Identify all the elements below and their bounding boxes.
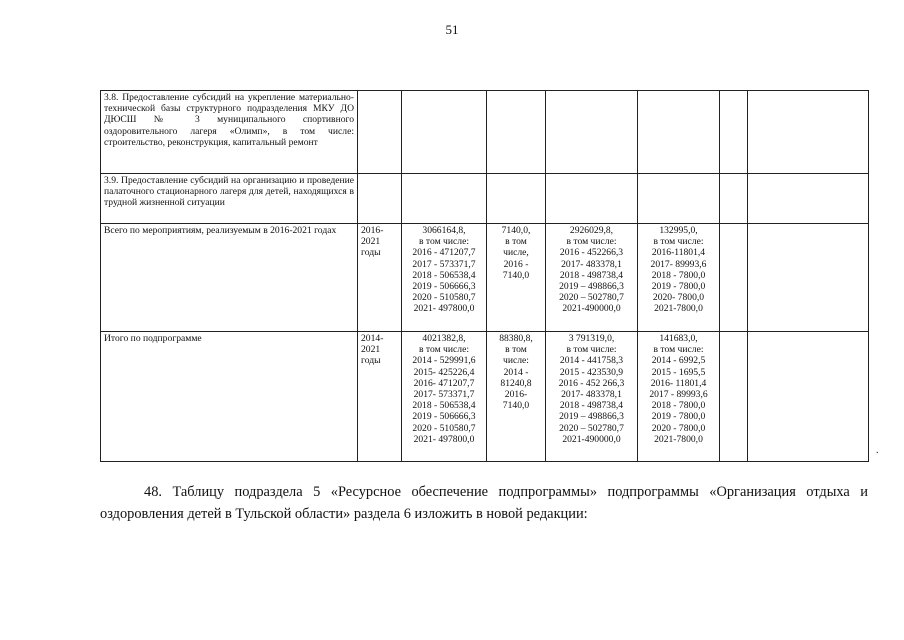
years-cell [358, 332, 402, 462]
funding-cell-5 [638, 332, 720, 462]
cell-line: в том числе: [418, 344, 469, 356]
cell-line: 2016-11801,4 [651, 247, 706, 259]
cell-line: 3066164,8, [422, 225, 466, 236]
total-cell [402, 91, 487, 174]
cell-line: 2016 - 452266,3 [559, 247, 624, 259]
cell-line: 2019 - 506666,3 [412, 411, 476, 423]
cell-line: 81240,8 [500, 377, 532, 389]
cell-line: числе, [503, 247, 529, 259]
empty-cell [720, 91, 748, 174]
funding-cell-3 [487, 174, 546, 224]
cell-line: 2016- [361, 225, 384, 236]
cell-line: 3 791319,0, [568, 333, 615, 344]
cell-line: 2016 - 452 266,3 [558, 377, 625, 389]
cell-line: в том [505, 344, 527, 356]
cell-line: 2020- 7800,0 [652, 292, 705, 304]
cell-line: 2017 - 573371,7 [412, 258, 476, 270]
cell-line: 2021- 497800,0 [413, 303, 475, 315]
cell-line: 7140,0 [502, 269, 530, 281]
cell-line: 2020 - 510580,7 [412, 292, 476, 304]
body-paragraph: 48. Таблицу подраздела 5 «Ресурсное обеспечение подпрограммы» подпрограммы «Организация отдыха и оздоровления детей в Тульской области» раздела 6 изложить в новой редакции: [100, 484, 868, 522]
table-row [101, 91, 869, 174]
funding-cell-4 [546, 224, 638, 332]
empty-cell [748, 91, 869, 174]
empty-cell [748, 332, 869, 462]
cell-line: 2019 - 7800,0 [651, 281, 706, 293]
cell-line: 2018 - 506538,4 [412, 269, 476, 281]
table-row [101, 224, 869, 332]
empty-cell [748, 224, 869, 332]
years-cell [358, 224, 402, 332]
cell-line: в том числе: [566, 236, 617, 248]
cell-line: годы [361, 355, 381, 367]
funding-cell-4 [546, 91, 638, 174]
cell-line: 141683,0, [659, 333, 698, 344]
empty-cell [720, 224, 748, 332]
cell-line: в том числе: [653, 344, 704, 356]
cell-line: 132995,0, [659, 225, 698, 236]
cell-line: 2021 [361, 344, 381, 356]
cell-line: 2020 – 502780,7 [559, 422, 624, 434]
cell-line: 2015 - 1695,5 [651, 366, 706, 378]
cell-line: 2019 - 506666,3 [412, 281, 476, 293]
cell-line: 2020 – 502780,7 [559, 292, 624, 304]
cell-line: 2019 – 498866,3 [559, 411, 624, 423]
funding-cell-3 [487, 224, 546, 332]
funding-cell-5 [638, 91, 720, 174]
page-number: 51 [445, 22, 459, 37]
funding-cell-5 [638, 224, 720, 332]
cell-line: 7140,0 [502, 400, 530, 412]
cell-line: в том числе: [418, 236, 469, 248]
cell-line: 2020 - 7800,0 [651, 422, 706, 434]
cell-line: 2017 - 89993,6 [649, 389, 708, 401]
cell-line: 88380,8, [499, 333, 533, 344]
row-description: Всего по мероприятиям, реализуемым в 2016-2021 годах [101, 224, 358, 332]
cell-line: 2018 - 498738,4 [559, 269, 624, 281]
cell-line: 2926029,8, [569, 225, 614, 236]
cell-line: 2021-490000,0 [562, 433, 621, 445]
cell-line: 2018 - 506538,4 [412, 400, 476, 412]
cell-line: годы [361, 247, 381, 259]
funding-cell-4 [546, 174, 638, 224]
cell-line: 2014 - 441758,3 [559, 355, 624, 367]
cell-line: 2021-7800,0 [654, 303, 703, 315]
cell-line: 2016- [504, 389, 528, 401]
total-cell [402, 332, 487, 462]
cell-line: 2021 [361, 236, 381, 248]
empty-cell [748, 174, 869, 224]
cell-line: 2021-7800,0 [654, 433, 703, 445]
row-description: Итого по подпрограмме [101, 332, 358, 462]
cell-line: 2017- 89993,6 [650, 258, 707, 270]
funding-cell-3 [487, 91, 546, 174]
cell-line: 2016 - [503, 258, 529, 270]
cell-line: 2015- 425226,4 [413, 366, 475, 378]
cell-line: 2016- 471207,7 [413, 377, 475, 389]
cell-line: 2014- [361, 333, 384, 344]
cell-line: 2019 – 498866,3 [559, 281, 624, 293]
cell-line: 7140,0, [501, 225, 531, 236]
cell-line: 2015 - 423530,9 [559, 366, 624, 378]
resource-table [100, 90, 869, 462]
cell-line: 2017- 483378,1 [561, 258, 622, 270]
cell-line: 4021382,8, [422, 333, 466, 344]
cell-line: в том [505, 236, 527, 248]
funding-cell-5 [638, 174, 720, 224]
empty-cell [720, 174, 748, 224]
row-description: 3.8. Предоставление субсидий на укрепление материально-технической базы структурного подразделения МКУ ДО ДЮСШ № 3 муниципального спортивного оздоровительного лагеря «Олимп», в том числе: строительство, реконструкция, капитальный ремонт [101, 91, 358, 174]
cell-line: 2018 - 7800,0 [651, 400, 706, 412]
cell-line: 2021-490000,0 [562, 303, 621, 315]
years-cell [358, 174, 402, 224]
cell-line: 2017- 483378,1 [561, 389, 622, 401]
cell-line: 2016- 11801,4 [650, 377, 707, 389]
total-cell [402, 224, 487, 332]
cell-line: 2014 - 6992,5 [651, 355, 706, 367]
cell-line: числе: [503, 355, 529, 367]
cell-line: в том числе: [566, 344, 617, 356]
cell-line: 2018 - 498738,4 [559, 400, 624, 412]
cell-line: 2020 - 510580,7 [412, 422, 476, 434]
table-row [101, 174, 869, 224]
cell-line: 2017- 573371,7 [413, 389, 475, 401]
total-cell [402, 174, 487, 224]
funding-cell-4 [546, 332, 638, 462]
cell-line: 2021- 497800,0 [413, 433, 475, 445]
cell-line: 2019 - 7800,0 [651, 411, 706, 423]
cell-line: 2014 - 529991,6 [412, 355, 476, 367]
row-description: 3.9. Предоставление субсидий на организацию и проведение палаточного стационарного лагеря для детей, находящихся в трудной жизненной ситуации [101, 174, 358, 224]
cell-line: 2014 - [503, 366, 529, 378]
empty-cell [720, 332, 748, 462]
cell-line: 2016 - 471207,7 [412, 247, 476, 259]
table-row [101, 332, 869, 462]
cell-line: 2018 - 7800,0 [651, 269, 706, 281]
cell-line: в том числе: [653, 236, 704, 248]
margin-mark: . [876, 445, 879, 456]
years-cell [358, 91, 402, 174]
funding-cell-3 [487, 332, 546, 462]
